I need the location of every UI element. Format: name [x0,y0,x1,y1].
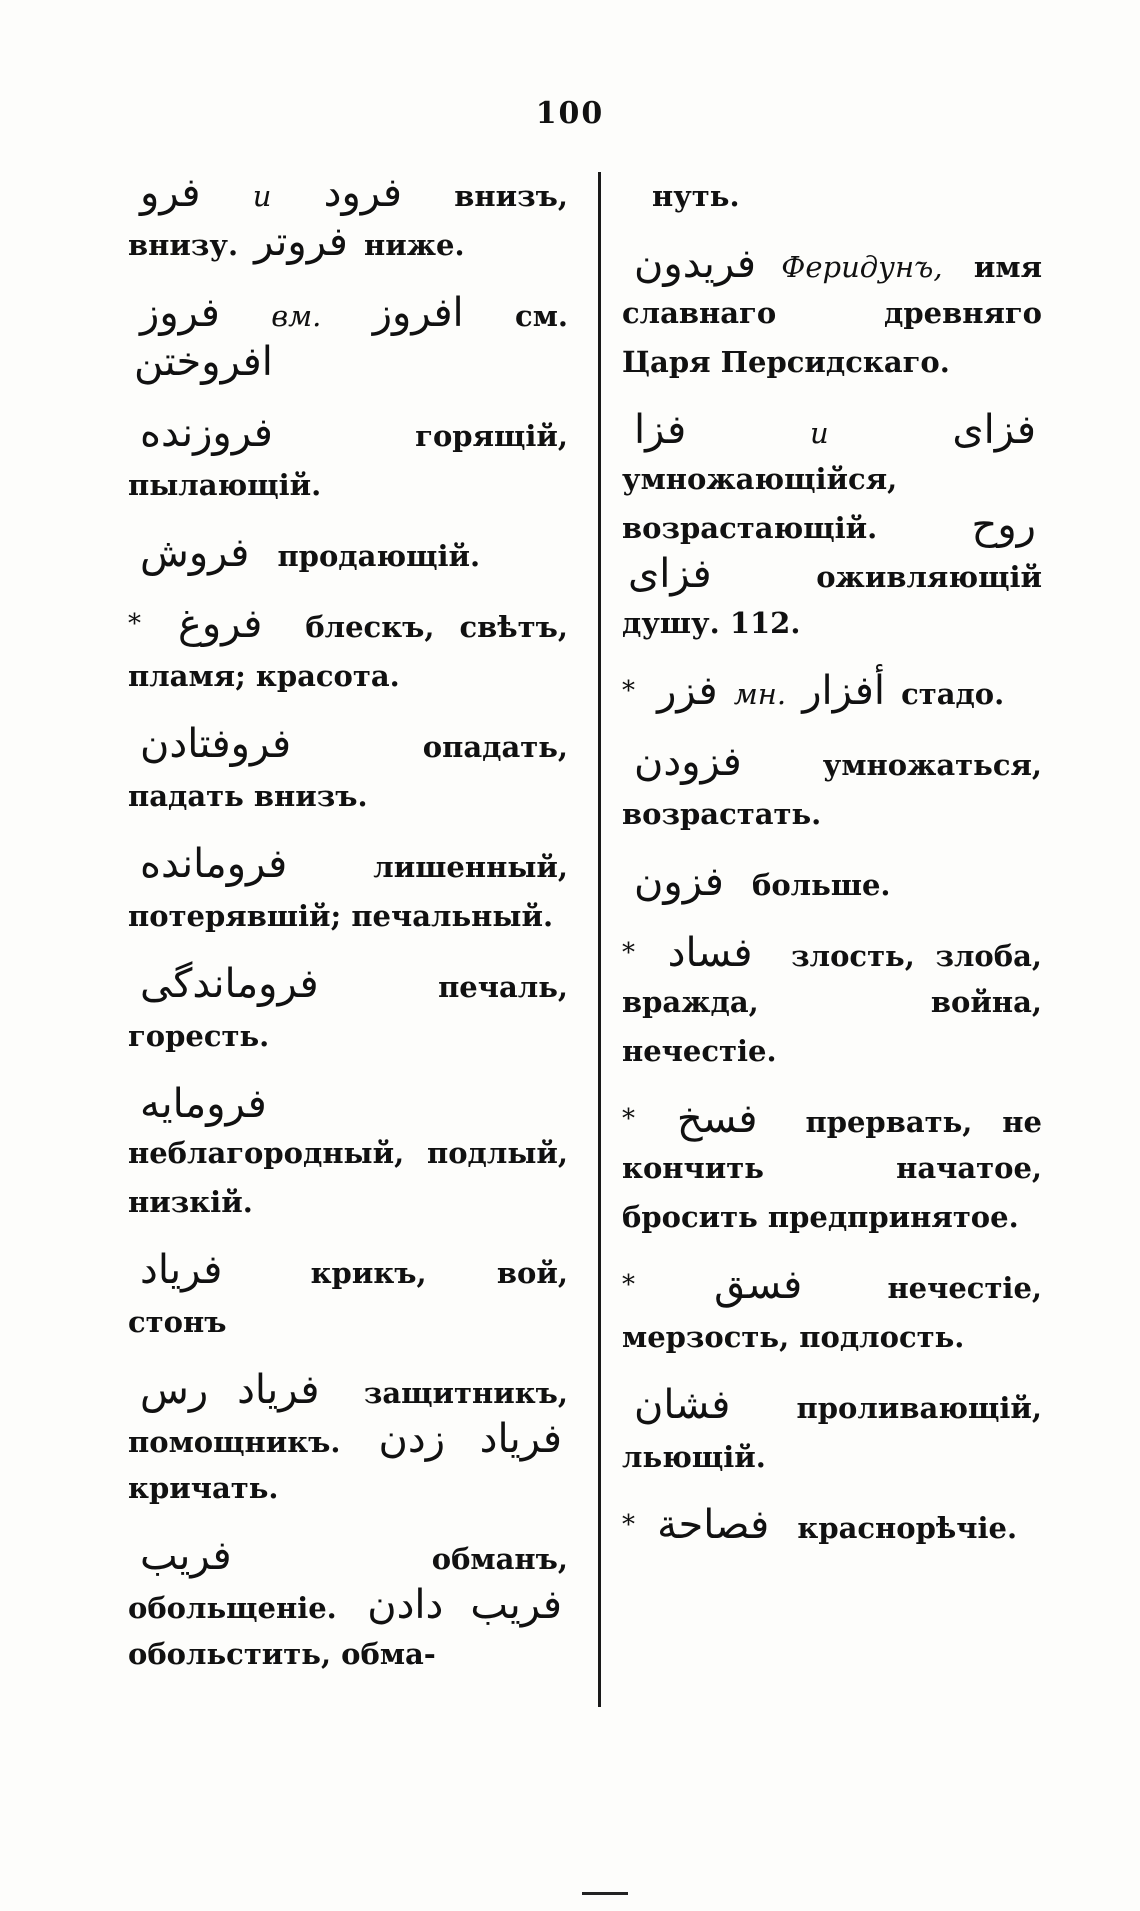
right-column [622,170,1042,1573]
arabic-headword: فریاد رس [140,1367,320,1413]
arabic-headword: فسخ [676,1096,758,1142]
entry-definition: умножаться, возрастать. [622,748,1042,831]
entry-star: * [622,676,635,706]
entry-star: * [622,1104,635,1134]
footer-rule [582,1892,628,1895]
arabic-headword: فزودن [634,739,742,785]
dictionary-entry [622,1502,1042,1551]
arabic-headword: فسق [714,1262,803,1308]
arabic-headword: فریاد [140,1247,223,1293]
arabic-headword: فصاحة [657,1502,770,1548]
entry-definition: защитникъ, помощникъ. [128,1376,568,1459]
arabic-headword: فریدون [634,241,757,287]
entry-note: мн. [733,677,787,711]
entry-definition: горящій, пылающій. [128,419,568,502]
arabic-phrase: روح فزای [628,502,1036,597]
dictionary-entry [128,290,568,388]
entry-definition: продающій. [277,539,481,573]
entry-definition-extra: кричать. [128,1471,279,1505]
entry-note: и [252,179,272,213]
entry-definition: больше. [752,868,891,902]
arabic-variant: افروز [372,290,464,336]
entry-definition-extra: ниже. [364,228,465,262]
entry-star: * [128,609,141,639]
arabic-phrase: فریاد زدن [378,1416,562,1462]
arabic-headword: فشان [634,1382,731,1428]
entry-definition: умножающійся, возрастающій. [622,462,898,545]
arabic-headword: فرومایه [140,1081,267,1127]
entry-definition: неблагородный, подлый, низкій. [128,1136,568,1219]
entry-definition: имя славнаго древняго Царя Персидскаго. [622,250,1042,379]
arabic-variant: فرود [323,170,402,216]
arabic-phrase: افروختن [134,339,273,385]
arabic-headword: فروز [140,290,220,336]
entry-definition: стадо. [901,677,1005,711]
entry-star: * [622,1270,635,1300]
dictionary-entry [622,859,1042,908]
entry-definition: внизъ, внизу. [128,179,568,262]
entry-note: и [810,416,829,450]
entry-definition: нуть. [652,179,740,213]
dictionary-entry [622,407,1042,646]
entry-star: * [622,938,635,968]
entry-definition: краснорѣчіе. [797,1511,1018,1545]
arabic-headword: فرو [140,170,201,216]
arabic-headword: فروغ [177,601,263,647]
arabic-headword: فریب [140,1533,232,1579]
dictionary-entry [128,601,568,699]
arabic-phrase: فریب دادن [367,1582,562,1628]
arabic-headword: فزون [634,859,724,905]
entry-definition: прервать, не кончить начатое, бросить предпринятое. [622,1105,1042,1234]
entry-definition: опадать, падать внизъ. [128,730,568,813]
entry-definition: проливающій, льющій. [622,1391,1042,1474]
entry-definition: крикъ, вой, стонъ [128,1256,568,1339]
dictionary-entry [128,1081,568,1225]
entry-definition: блескъ, свѣтъ, пламя; красота. [128,610,568,693]
dictionary-entry [622,739,1042,837]
arabic-phrase: فروتر [254,219,348,265]
entry-definition: злость, злоба, вражда, война, нечестіе. [622,939,1042,1068]
dictionary-entry [128,170,568,268]
entry-definition-extra: обольстить, обма- [128,1637,436,1671]
dictionary-entry [622,241,1042,385]
entry-definition: печаль, горесть. [128,970,568,1053]
arabic-headword: فروماندگی [140,961,319,1007]
dictionary-entry [128,721,568,819]
dictionary-entry [128,841,568,939]
entry-definition: лишенный, потерявшій; печальный. [128,850,568,933]
entry-definition-extra: оживляющій душу. 112. [622,560,1042,640]
page-number: 100 [535,96,605,131]
arabic-variant: فزای [952,407,1036,453]
arabic-variant: أفزار [802,668,885,714]
entry-note: вм. [271,299,322,333]
arabic-headword: فروفتادن [140,721,292,767]
entry-definition: см. [515,299,568,333]
arabic-headword: فساد [667,930,753,976]
arabic-headword: فرومانده [140,841,288,887]
dictionary-entry [622,1262,1042,1360]
dictionary-entry [622,170,1042,219]
dictionary-entry [128,410,568,508]
arabic-headword: فزر [657,668,718,714]
dictionary-entry [622,668,1042,717]
dictionary-entry [128,1367,568,1511]
dictionary-entry [622,930,1042,1074]
dictionary-entry [128,961,568,1059]
arabic-headword: فروزنده [140,410,273,456]
entry-definition: нечестіе, мерзость, подлость. [622,1271,1042,1354]
entry-note: Феридунъ, [781,250,943,284]
dictionary-entry [622,1382,1042,1480]
column-divider [598,172,601,1707]
entry-definition: обманъ, обольщеніе. [128,1542,568,1625]
dictionary-entry [128,530,568,579]
dictionary-entry [128,1533,568,1677]
left-column [128,170,568,1699]
dictionary-entry [622,1096,1042,1240]
arabic-headword: فزا [634,407,687,453]
arabic-headword: فروش [140,530,250,576]
entry-star: * [622,1510,635,1540]
dictionary-entry [128,1247,568,1345]
